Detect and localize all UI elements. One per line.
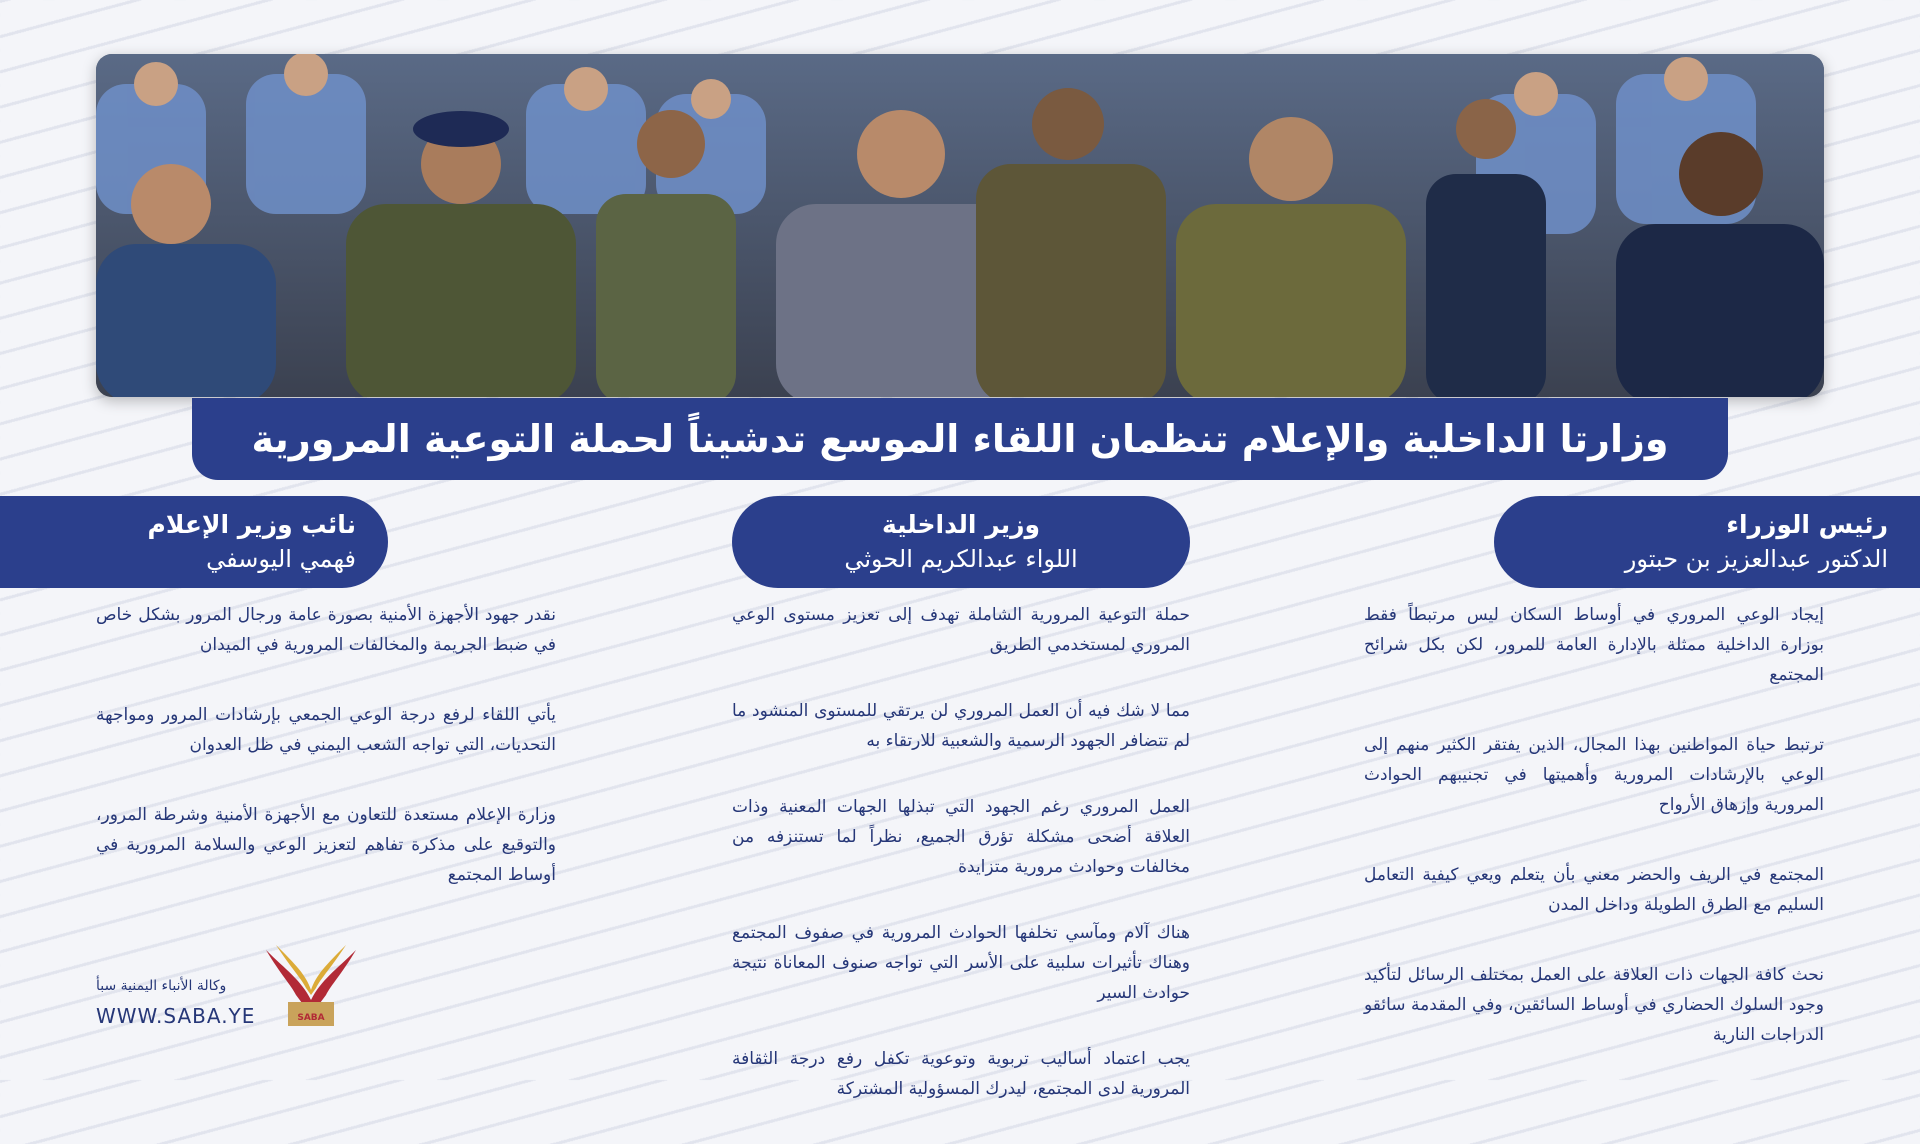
quotes-column-deputy-info-minister (96, 600, 556, 930)
speaker-pill-interior-minister (732, 496, 1190, 588)
speaker-role: وزير الداخلية (881, 510, 1041, 539)
speaker-name: الدكتور عبدالعزيز بن حبتور (1624, 545, 1888, 573)
quote-paragraph: نحث كافة الجهات ذات العلاقة على العمل بمختلف الرسائل لتأكيد وجود السلوك الحضاري في أوساط السائقين، وفي المقدمة سائقو الدراجات النارية (1364, 965, 1824, 1045)
svg-text:SABA: SABA (297, 1013, 325, 1023)
quote-paragraph: إيجاد الوعي المروري في أوساط السكان ليس مرتبطاً فقط بوزارة الداخلية ممثلة بالإدارة العامة للمرور، لكن بكل شرائح المجتمع (1364, 605, 1824, 685)
saba-eagle-logo-icon (256, 940, 366, 1030)
speaker-pill-prime-minister (1494, 496, 1920, 588)
quote-paragraph: العمل المروري رغم الجهود التي تبذلها الجهات المعنية وذات العلاقة أضحى مشكلة تؤرق الجميع، نظراً لما تستنزفه من مخالفات وحوادث مرورية متزايدة (732, 797, 1190, 877)
quote-paragraph: المجتمع في الريف والحضر معني بأن يتعلم ويعي كيفية التعامل السليم مع الطرق الطويلة وداخل المدن (1364, 865, 1824, 915)
group-photo-illustration (96, 54, 1824, 397)
quote-paragraph: نقدر جهود الأجهزة الأمنية بصورة عامة ورجال المرور بشكل خاص في ضبط الجريمة والمخالفات المرورية في الميدان (96, 605, 556, 655)
quote-paragraph: مما لا شك فيه أن العمل المروري لن يرتقي للمستوى المنشود ما لم تتضافر الجهود الرسمية والشعبية للارتقاء به (732, 701, 1190, 751)
speaker-pill-deputy-info-minister (0, 496, 388, 588)
quote-paragraph: يجب اعتماد أساليب تربوية وتوعوية تكفل رفع درجة الثقافة المرورية لدى المجتمع، ليدرك المسؤولية المشتركة (732, 1049, 1190, 1099)
speaker-role: نائب وزير الإعلام (147, 510, 356, 539)
quote-paragraph: ترتبط حياة المواطنين بهذا المجال، الذين يفتقر الكثير منهم إلى الوعي بالإرشادات المرورية وأهميتها في تجنيبهم الحوادث المرورية وإزهاق الأرواح (1364, 735, 1824, 815)
headline-banner (192, 398, 1728, 480)
speaker-role: رئيس الوزراء (1726, 510, 1888, 539)
speaker-name: فهمي اليوسفي (206, 545, 356, 573)
quote-paragraph: هناك آلام ومآسي تخلفها الحوادث المرورية في صفوف المجتمع وهناك تأثيرات سلبية على الأسر التي تواجه صنوف المعاناة نتيجة حوادث السير (732, 923, 1190, 1003)
headline-text: وزارتا الداخلية والإعلام تنظمان اللقاء الموسع تدشيناً لحملة التوعية المرورية (251, 417, 1669, 461)
quote-paragraph: حملة التوعية المرورية الشاملة تهدف إلى تعزيز مستوى الوعي المروري لمستخدمي الطريق (732, 605, 1190, 655)
quote-paragraph: وزارة الإعلام مستعدة للتعاون مع الأجهزة الأمنية وشرطة المرور، والتوقيع على مذكرة تفاهم لتعزيز الوعي والسلامة المرورية في أوساط المجتمع (96, 805, 556, 885)
quote-paragraph: يأتي اللقاء لرفع درجة الوعي الجمعي بإرشادات المرور ومواجهة التحديات، التي تواجه الشعب اليمني في ظل العدوان (96, 705, 556, 755)
saba-logo-block (96, 940, 396, 1030)
quotes-column-interior-minister (732, 600, 1190, 1144)
agency-name: وكالة الأنباء اليمنية سبأ (96, 978, 227, 994)
quotes-column-prime-minister (1364, 600, 1824, 1090)
speaker-name: اللواء عبدالكريم الحوثي (844, 545, 1078, 573)
header-photo (96, 54, 1824, 397)
agency-url[interactable]: WWW.SABA.YE (96, 1004, 256, 1028)
